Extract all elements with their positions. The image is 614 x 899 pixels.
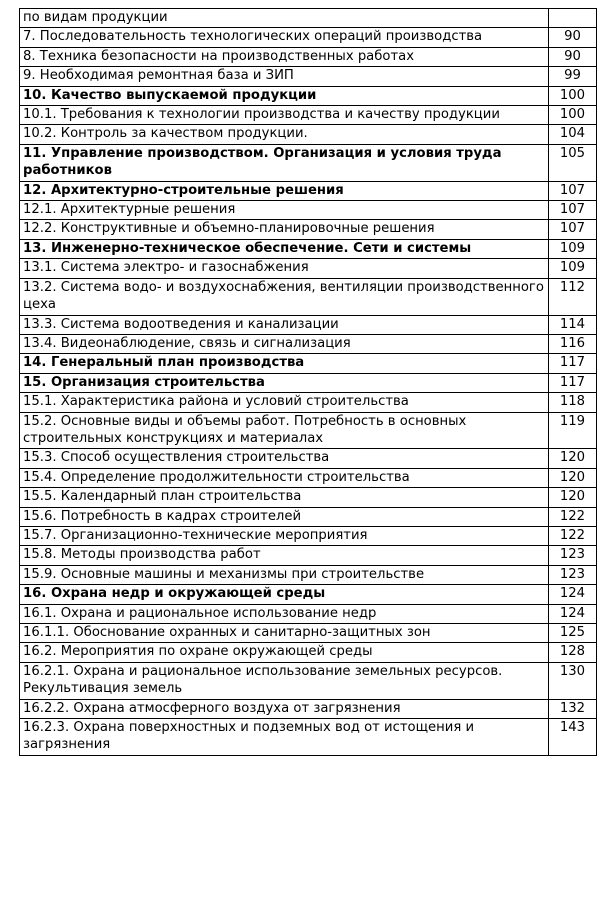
toc-entry-page: 104 [549, 125, 597, 144]
toc-entry-title: 14. Генеральный план производства [20, 354, 549, 373]
toc-entry-title: 11. Управление производством. Организация и условия труда работников [20, 144, 549, 181]
toc-entry-title: 10.2. Контроль за качеством продукции. [20, 125, 549, 144]
toc-row [20, 278, 597, 315]
toc-row [20, 9, 597, 28]
toc-entry-page: 107 [549, 181, 597, 200]
toc-row [20, 67, 597, 86]
toc-entry-page: 117 [549, 354, 597, 373]
toc-row [20, 546, 597, 565]
toc-entry-page: 90 [549, 47, 597, 66]
toc-row [20, 220, 597, 239]
toc-row [20, 259, 597, 278]
toc-entry-title: 12. Архитектурно-строительные решения [20, 181, 549, 200]
toc-entry-title: 13.1. Система электро- и газоснабжения [20, 259, 549, 278]
toc-entry-title: 7. Последовательность технологических операций производства [20, 28, 549, 47]
toc-entry-title: 16.1. Охрана и рациональное использование недр [20, 604, 549, 623]
toc-entry-title: 13.2. Система водо- и воздухоснабжения, вентиляции производственного цеха [20, 278, 549, 315]
toc-entry-page: 117 [549, 373, 597, 392]
toc-row [20, 144, 597, 181]
toc-row [20, 604, 597, 623]
toc-entry-title: 15.4. Определение продолжительности строительства [20, 468, 549, 487]
toc-row [20, 643, 597, 662]
toc-entry-page: 109 [549, 239, 597, 258]
toc-entry-page: 120 [549, 488, 597, 507]
toc-entry-title: по видам продукции [20, 9, 549, 28]
toc-row [20, 354, 597, 373]
toc-entry-page: 107 [549, 220, 597, 239]
toc-entry-page: 114 [549, 315, 597, 334]
toc-row [20, 239, 597, 258]
toc-entry-page: 124 [549, 585, 597, 604]
toc-row [20, 315, 597, 334]
toc-entry-page: 132 [549, 699, 597, 718]
toc-entry-page: 100 [549, 86, 597, 105]
toc-entry-page: 116 [549, 334, 597, 353]
toc-entry-page: 120 [549, 449, 597, 468]
toc-row [20, 47, 597, 66]
toc-entry-page: 112 [549, 278, 597, 315]
toc-entry-title: 15.9. Основные машины и механизмы при строительстве [20, 565, 549, 584]
toc-entry-title: 15. Организация строительства [20, 373, 549, 392]
toc-row [20, 86, 597, 105]
toc-entry-page: 143 [549, 719, 597, 756]
toc-row [20, 507, 597, 526]
toc-entry-title: 15.8. Методы производства работ [20, 546, 549, 565]
toc-row [20, 373, 597, 392]
toc-entry-page: 125 [549, 624, 597, 643]
toc-entry-page: 109 [549, 259, 597, 278]
toc-entry-title: 12.2. Конструктивные и объемно-планировочные решения [20, 220, 549, 239]
toc-entry-page: 99 [549, 67, 597, 86]
toc-entry-title: 16.2. Мероприятия по охране окружающей среды [20, 643, 549, 662]
toc-entry-title: 16. Охрана недр и окружающей среды [20, 585, 549, 604]
toc-entry-page: 122 [549, 507, 597, 526]
toc-row [20, 334, 597, 353]
toc-entry-title: 10.1. Требования к технологии производства и качеству продукции [20, 106, 549, 125]
toc-entry-title: 13. Инженерно-техническое обеспечение. Сети и системы [20, 239, 549, 258]
toc-entry-title: 16.2.3. Охрана поверхностных и подземных вод от истощения и загрязнения [20, 719, 549, 756]
toc-entry-title: 16.2.1. Охрана и рациональное использование земельных ресурсов. Рекультивация земель [20, 662, 549, 699]
toc-row [20, 624, 597, 643]
toc-entry-title: 9. Необходимая ремонтная база и ЗИП [20, 67, 549, 86]
table-of-contents [19, 8, 597, 756]
toc-row [20, 106, 597, 125]
toc-row [20, 699, 597, 718]
toc-row [20, 488, 597, 507]
toc-row [20, 412, 597, 449]
toc-row [20, 181, 597, 200]
toc-entry-title: 10. Качество выпускаемой продукции [20, 86, 549, 105]
toc-row [20, 565, 597, 584]
toc-entry-page: 119 [549, 412, 597, 449]
toc-entry-page: 122 [549, 526, 597, 545]
toc-entry-page: 90 [549, 28, 597, 47]
toc-entry-title: 16.2.2. Охрана атмосферного воздуха от загрязнения [20, 699, 549, 718]
toc-row [20, 585, 597, 604]
toc-entry-title: 15.5. Календарный план строительства [20, 488, 549, 507]
toc-row [20, 468, 597, 487]
toc-entry-title: 15.3. Способ осуществления строительства [20, 449, 549, 468]
toc-entry-page: 105 [549, 144, 597, 181]
toc-entry-page: 100 [549, 106, 597, 125]
toc-row [20, 125, 597, 144]
toc-row [20, 662, 597, 699]
toc-row [20, 28, 597, 47]
toc-entry-page: 120 [549, 468, 597, 487]
toc-body [20, 9, 597, 756]
toc-entry-title: 15.1. Характеристика района и условий строительства [20, 393, 549, 412]
toc-entry-title: 16.1.1. Обоснование охранных и санитарно-защитных зон [20, 624, 549, 643]
toc-entry-page: 118 [549, 393, 597, 412]
toc-entry-title: 15.7. Организационно-технические мероприятия [20, 526, 549, 545]
toc-entry-page: 123 [549, 546, 597, 565]
toc-entry-title: 8. Техника безопасности на производственных работах [20, 47, 549, 66]
toc-entry-title: 15.2. Основные виды и объемы работ. Потребность в основных строительных конструкциях и материалах [20, 412, 549, 449]
toc-entry-page: 130 [549, 662, 597, 699]
toc-entry-page: 124 [549, 604, 597, 623]
toc-entry-title: 13.4. Видеонаблюдение, связь и сигнализация [20, 334, 549, 353]
toc-entry-page [549, 9, 597, 28]
toc-entry-title: 12.1. Архитектурные решения [20, 201, 549, 220]
toc-entry-title: 15.6. Потребность в кадрах строителей [20, 507, 549, 526]
toc-row [20, 393, 597, 412]
toc-row [20, 526, 597, 545]
toc-row [20, 719, 597, 756]
toc-row [20, 201, 597, 220]
toc-entry-title: 13.3. Система водоотведения и канализации [20, 315, 549, 334]
toc-row [20, 449, 597, 468]
toc-entry-page: 123 [549, 565, 597, 584]
toc-entry-page: 128 [549, 643, 597, 662]
toc-entry-page: 107 [549, 201, 597, 220]
